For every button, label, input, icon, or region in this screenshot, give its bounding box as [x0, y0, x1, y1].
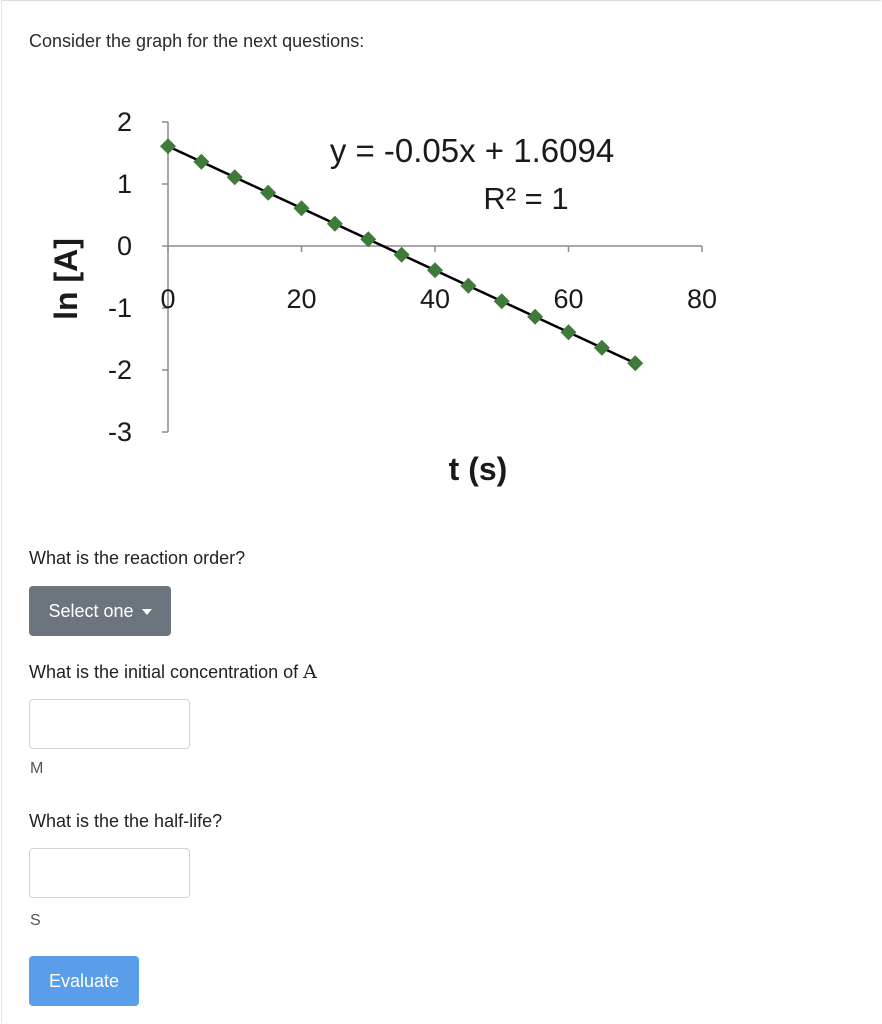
data-point	[227, 169, 243, 185]
question-half-life: What is the the half-life?	[29, 811, 223, 831]
data-point	[561, 324, 577, 340]
reaction-order-select[interactable]	[29, 586, 171, 636]
data-point	[494, 293, 510, 309]
intro-text: Consider the graph for the next questions:	[29, 31, 365, 51]
r-squared-annotation: R² = 1	[483, 181, 569, 216]
data-point	[527, 309, 543, 325]
x-tick-label: 40	[419, 284, 451, 314]
y-tick-label: 0	[116, 231, 132, 261]
kinetics-chart	[40, 95, 740, 500]
question-text: What is the initial concentration of	[29, 662, 304, 682]
data-point	[460, 278, 476, 294]
x-tick-label: 80	[686, 284, 718, 314]
data-point	[260, 185, 276, 201]
select-label: Select one	[48, 600, 134, 621]
x-axis-title: t (s)	[448, 451, 508, 487]
data-point	[327, 216, 343, 232]
data-point	[594, 340, 610, 356]
half-life-input[interactable]	[29, 848, 190, 898]
y-tick-label: -3	[107, 417, 132, 447]
data-point	[627, 355, 643, 371]
data-point	[427, 262, 443, 278]
evaluate-button[interactable]: Evaluate	[29, 956, 139, 1006]
equation-annotation: y = -0.05x + 1.6094	[329, 132, 615, 169]
x-tick-label: 0	[160, 284, 176, 314]
data-point	[160, 138, 176, 154]
y-axis-title: ln [A]	[48, 238, 84, 320]
species-symbol: A	[303, 661, 317, 683]
data-point	[294, 200, 310, 216]
data-point	[193, 154, 209, 170]
y-tick-label: 2	[116, 107, 132, 137]
y-tick-label: 1	[116, 169, 132, 199]
y-tick-label: -1	[107, 293, 132, 323]
question-reaction-order: What is the reaction order?	[29, 548, 246, 568]
x-tick-label: 20	[286, 284, 317, 314]
y-tick-label: -2	[107, 355, 132, 385]
concentration-unit: M	[30, 760, 44, 777]
data-point	[360, 231, 376, 247]
x-tick-label: 60	[553, 284, 584, 314]
data-point	[394, 247, 410, 263]
half-life-unit: S	[30, 912, 41, 929]
initial-concentration-input[interactable]	[29, 699, 190, 749]
caret-down-icon	[142, 609, 152, 615]
question-initial-concentration	[29, 661, 317, 683]
